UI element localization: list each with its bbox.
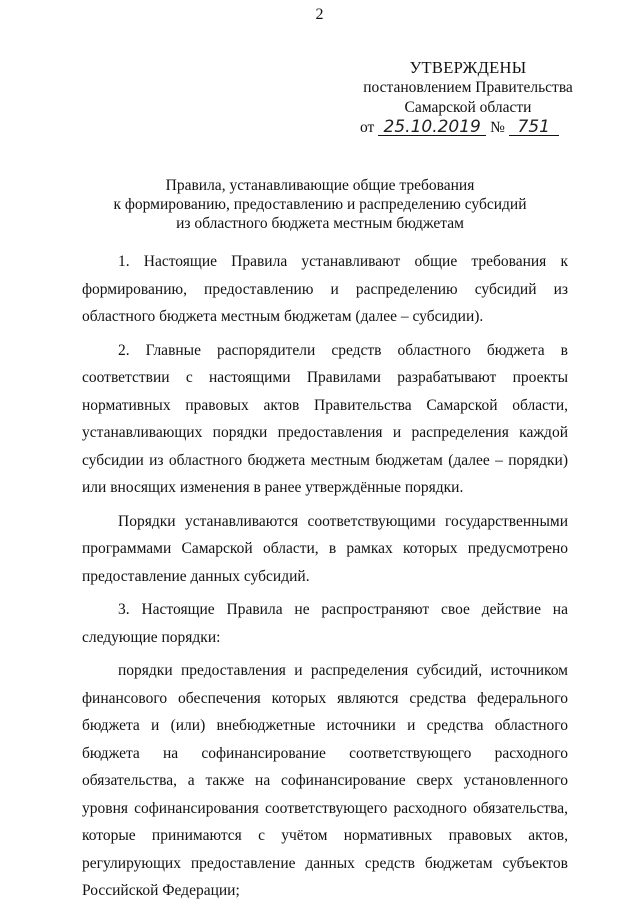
number-label: № bbox=[490, 119, 505, 136]
page-number: 2 bbox=[315, 6, 325, 23]
handwritten-date: 25.10.2019 bbox=[378, 119, 486, 136]
title-line: к формированию, предоставлению и распределению субсидий bbox=[113, 196, 527, 213]
approval-stamp bbox=[358, 58, 578, 138]
paragraph-1: 1. Настоящие Правила устанавливают общие требования к формированию, предоставлению и распределению субсидий из областного бюджета местным бюджетам (далее – субсидии). bbox=[82, 253, 568, 325]
approval-line-1: постановлением Правительства bbox=[363, 79, 573, 96]
paragraph-3: Порядки устанавливаются соответствующими государственными программами Самарской области, в рамках которых предусмотрено предоставление данных субсидий. bbox=[82, 512, 568, 585]
approval-title: УТВЕРЖДЕНЫ bbox=[409, 58, 527, 77]
approval-line-2: Самарской области bbox=[404, 99, 532, 116]
from-label: от bbox=[360, 119, 375, 136]
decree-date-number-line bbox=[358, 118, 578, 138]
paragraph-5: порядки предоставления и распределения субсидий, источником финансового обеспечения которых являются средства федерального бюджета и (или) внебюджетные источники и средства областного бюджета на софинансирование соответствующего расходного обязательства, а также на софинансирование сверх установленного уровня софинансирования соответствующего расходного обязательства, которые принимаются с учётом нормативных правовых актов, регулирующих предоставление данных средств бюджетам субъектов Российской Федерации; bbox=[82, 662, 568, 899]
document-title bbox=[80, 176, 560, 233]
paragraph-4: 3. Настоящие Правила не распространяют свое действие на следующие порядки: bbox=[82, 601, 568, 646]
title-line: из областного бюджета местным бюджетам bbox=[176, 215, 464, 232]
paragraph-2: 2. Главные распорядители средств областного бюджета в соответствии с настоящими Правилами разрабатывают проекты нормативных правовых актов Правительства Самарской области, устанавливающих порядки предоставления и распределения каждой субсидии из областного бюджета местным бюджетам (далее – порядки) или вносящих изменения в ранее утверждённые порядки. bbox=[82, 341, 568, 496]
handwritten-number: 751 bbox=[509, 119, 559, 136]
title-line: Правила, устанавливающие общие требования bbox=[165, 177, 475, 194]
document-body bbox=[82, 248, 568, 905]
